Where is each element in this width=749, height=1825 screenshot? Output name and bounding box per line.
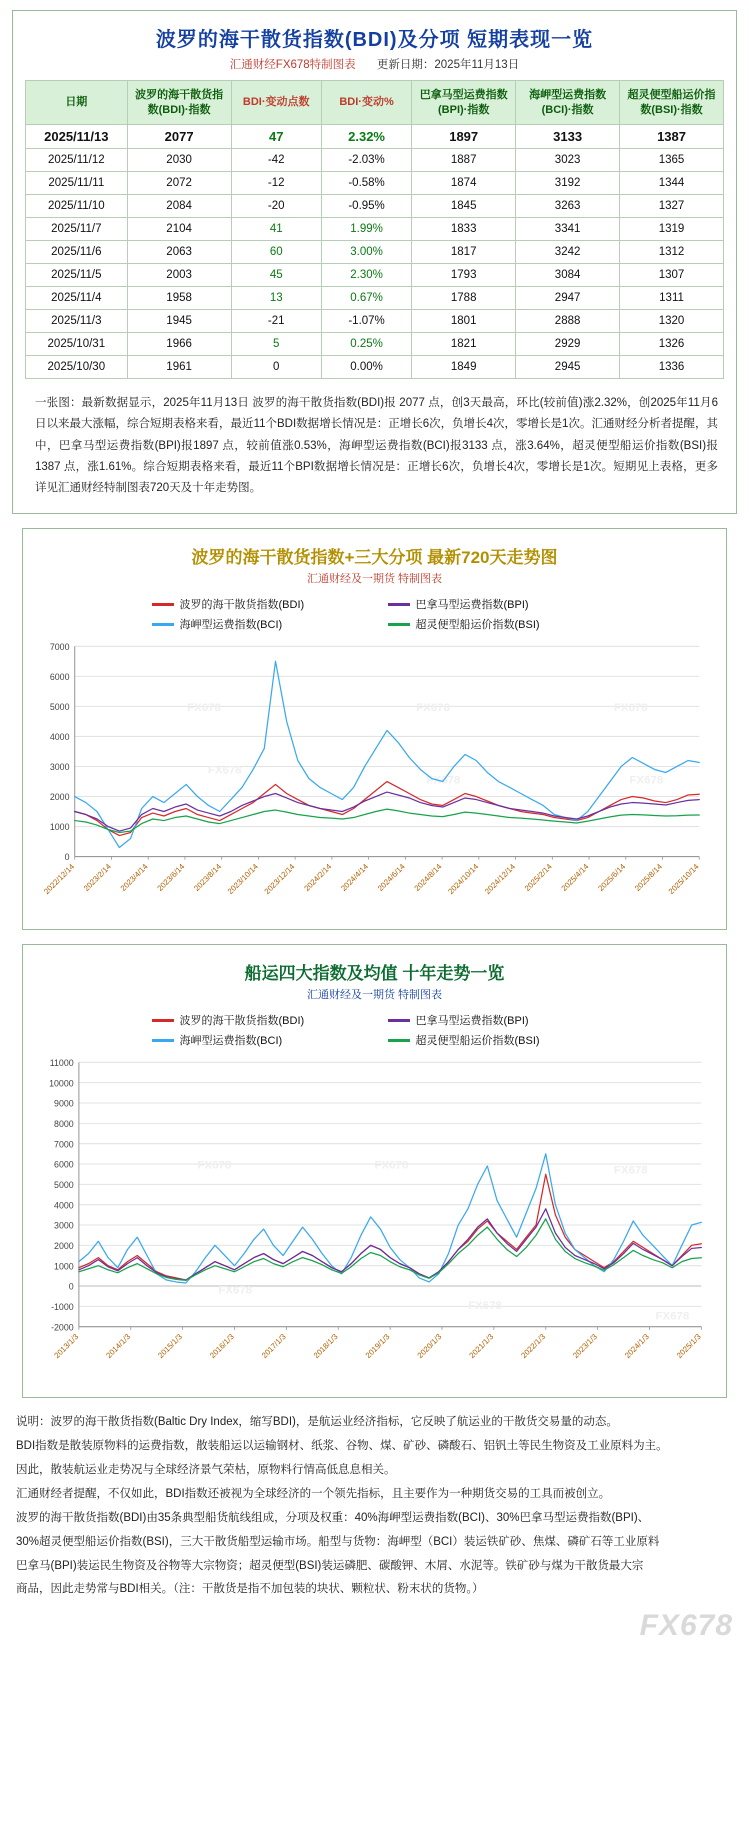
cell-bdi: 2003 bbox=[127, 264, 231, 287]
svg-text:2000: 2000 bbox=[49, 792, 70, 803]
cell-pct: -1.07% bbox=[321, 310, 411, 333]
legend-swatch-bci-2 bbox=[152, 1039, 174, 1042]
cell-change: 60 bbox=[231, 241, 321, 264]
svg-text:2024/1/3: 2024/1/3 bbox=[623, 1332, 651, 1361]
cell-bdi: 2030 bbox=[127, 149, 231, 172]
legend-swatch-bpi bbox=[388, 603, 410, 606]
col-bdi: 波罗的海干散货指数(BDI)·指数 bbox=[127, 81, 231, 125]
svg-text:2024/8/14: 2024/8/14 bbox=[412, 862, 444, 894]
svg-text:2014/1/3: 2014/1/3 bbox=[104, 1332, 133, 1361]
chart-10y-panel bbox=[22, 944, 727, 1398]
svg-text:2015/1/3: 2015/1/3 bbox=[156, 1332, 185, 1361]
svg-text:FX678: FX678 bbox=[416, 702, 450, 715]
cell-bdi: 2077 bbox=[127, 125, 231, 149]
svg-text:5000: 5000 bbox=[54, 1180, 74, 1191]
cell-pct: -0.58% bbox=[321, 172, 411, 195]
table-row bbox=[26, 149, 724, 172]
table-header-row bbox=[26, 81, 724, 125]
svg-text:FX678: FX678 bbox=[629, 775, 664, 788]
svg-text:2023/2/14: 2023/2/14 bbox=[81, 862, 113, 894]
legend-swatch-bdi bbox=[152, 603, 174, 606]
cell-pct: 0.67% bbox=[321, 287, 411, 310]
svg-text:2023/6/14: 2023/6/14 bbox=[155, 862, 187, 894]
chart-10y-svg bbox=[31, 1054, 718, 1387]
footer-line: 波罗的海干散货指数(BDI)由35条典型船货航线组成，分项及权重：40%海岬型运费指数(BCI)、30%巴拿马型运费指数(BPI)、 bbox=[16, 1511, 650, 1524]
chart-10y-legend bbox=[23, 1008, 726, 1050]
chart-720d-subtitle: 汇通财经及一期货 特制图表 bbox=[306, 573, 443, 586]
chart-10y-title: 船运四大指数及均值 十年走势一览 bbox=[244, 964, 505, 984]
svg-text:2023/4/14: 2023/4/14 bbox=[118, 862, 150, 894]
cell-date: 2025/10/31 bbox=[26, 333, 128, 356]
svg-text:3000: 3000 bbox=[49, 762, 70, 773]
svg-text:2025/8/14: 2025/8/14 bbox=[633, 862, 664, 894]
cell-bci: 3242 bbox=[516, 241, 620, 264]
svg-text:6000: 6000 bbox=[54, 1160, 74, 1171]
table-row bbox=[26, 356, 724, 379]
svg-text:2018/1/3: 2018/1/3 bbox=[311, 1332, 340, 1361]
svg-text:FX678: FX678 bbox=[207, 764, 242, 777]
summary-note: 一张图：最新数据显示，2025年11月13日 波罗的海干散货指数(BDI)报 2077 点，创3天最高，环比(较前值)涨2.32%，创2025年11月6日以来最大涨幅，综合短期表格来看，最近11个BDI数据增长情况是：正增长6次，负增长4次，零增长是1次。汇通财经分析者提醒，其中，巴拿马型运费指数(BPI)报1897 点，较前值涨0.53%，海岬型运费指数(BCI)报3133 点，涨3.64%，超灵便型船运价指数(BSI)报1387 点，涨1.61%。综合短期表格来看，最近11个BPI数据增长情况是：正增长6次，负增长4次，零增长是1次。短期见上表格，更多详见汇通财经特制图表720天及十年走势图。 bbox=[35, 397, 718, 495]
cell-bdi: 1945 bbox=[127, 310, 231, 333]
cell-bpi: 1788 bbox=[412, 287, 516, 310]
source-label: 汇通财经FX678特制图表 bbox=[229, 59, 356, 71]
svg-text:0: 0 bbox=[68, 1282, 74, 1293]
legend-label-bpi: 巴拿马型运费指数(BPI) bbox=[415, 599, 529, 612]
svg-text:-2000: -2000 bbox=[51, 1322, 74, 1333]
svg-text:FX678: FX678 bbox=[374, 1159, 409, 1172]
chart-720d-svg bbox=[31, 638, 718, 919]
cell-change: -20 bbox=[231, 195, 321, 218]
cell-date: 2025/10/30 bbox=[26, 356, 128, 379]
cell-bsi: 1365 bbox=[620, 149, 724, 172]
cell-bdi: 1961 bbox=[127, 356, 231, 379]
svg-text:2016/1/3: 2016/1/3 bbox=[208, 1332, 236, 1361]
cell-bsi: 1387 bbox=[620, 125, 724, 149]
cell-date: 2025/11/5 bbox=[26, 264, 128, 287]
cell-bpi: 1833 bbox=[412, 218, 516, 241]
svg-text:FX678: FX678 bbox=[468, 1300, 502, 1313]
cell-date: 2025/11/3 bbox=[26, 310, 128, 333]
svg-text:2025/4/14: 2025/4/14 bbox=[559, 862, 591, 894]
table-row bbox=[26, 264, 724, 287]
footer-line: 商品，因此走势常与BDI相关。（注：干散货是指不加包装的块状、颗粒状、粉末状的货物。） bbox=[16, 1583, 484, 1596]
table-row bbox=[26, 287, 724, 310]
legend-label-bdi-2: 波罗的海干散货指数(BDI) bbox=[179, 1015, 305, 1028]
chart-10y-subtitle: 汇通财经及一期货 特制图表 bbox=[306, 989, 443, 1002]
legend-item-bsi-2 bbox=[388, 1032, 598, 1048]
cell-change: 47 bbox=[231, 125, 321, 149]
svg-text:0: 0 bbox=[64, 852, 70, 863]
cell-bci: 3341 bbox=[516, 218, 620, 241]
svg-text:1000: 1000 bbox=[54, 1261, 74, 1272]
cell-pct: 0.25% bbox=[321, 333, 411, 356]
cell-bsi: 1307 bbox=[620, 264, 724, 287]
cell-bdi: 2072 bbox=[127, 172, 231, 195]
svg-text:2022/12/14: 2022/12/14 bbox=[42, 862, 77, 897]
cell-bci: 2945 bbox=[516, 356, 620, 379]
col-bsi: 超灵便型船运价指数(BSI)·指数 bbox=[620, 81, 724, 125]
cell-bsi: 1327 bbox=[620, 195, 724, 218]
legend-swatch-bci bbox=[152, 623, 174, 626]
cell-date: 2025/11/12 bbox=[26, 149, 128, 172]
cell-date: 2025/11/10 bbox=[26, 195, 128, 218]
table-body bbox=[26, 125, 724, 379]
cell-bsi: 1336 bbox=[620, 356, 724, 379]
cell-bpi: 1897 bbox=[412, 125, 516, 149]
table-row bbox=[26, 241, 724, 264]
svg-text:FX678: FX678 bbox=[187, 702, 221, 715]
svg-text:2021/1/3: 2021/1/3 bbox=[467, 1332, 496, 1361]
cell-change: -42 bbox=[231, 149, 321, 172]
cell-bpi: 1793 bbox=[412, 264, 516, 287]
cell-bdi: 2063 bbox=[127, 241, 231, 264]
cell-pct: 0.00% bbox=[321, 356, 411, 379]
svg-text:2023/1/3: 2023/1/3 bbox=[571, 1332, 600, 1361]
svg-text:2013/1/3: 2013/1/3 bbox=[52, 1332, 81, 1361]
footer-line: 因此，散装航运业走势况与全球经济景气荣枯，原物料行情高低息息相关。 bbox=[16, 1464, 396, 1477]
cell-change: -21 bbox=[231, 310, 321, 333]
svg-text:4000: 4000 bbox=[49, 732, 70, 743]
table-row bbox=[26, 125, 724, 149]
cell-bpi: 1887 bbox=[412, 149, 516, 172]
svg-text:2023/8/14: 2023/8/14 bbox=[192, 862, 224, 894]
footer-line: 巴拿马(BPI)装运民生物资及谷物等大宗物资；超灵便型(BSI)装运磷肥、碳酸钾、木屑、水泥等。铁矿砂与煤为干散货最大宗 bbox=[16, 1559, 644, 1572]
svg-text:2025/6/14: 2025/6/14 bbox=[596, 862, 628, 894]
svg-text:2023/12/14: 2023/12/14 bbox=[262, 862, 297, 897]
legend-item-bdi bbox=[152, 596, 362, 612]
updated-label: 更新日期：2025年11月13日 bbox=[376, 59, 520, 71]
svg-text:2024/10/14: 2024/10/14 bbox=[446, 862, 481, 897]
col-date: 日期 bbox=[26, 81, 128, 125]
svg-text:FX678: FX678 bbox=[218, 1284, 253, 1297]
footer-line: 说明：波罗的海干散货指数(Baltic Dry Index，缩写BDI)，是航运业经济指标，它反映了航运业的干散货交易量的动态。 bbox=[16, 1416, 618, 1429]
svg-text:FX678: FX678 bbox=[197, 1159, 232, 1172]
cell-change: -12 bbox=[231, 172, 321, 195]
cell-pct: -0.95% bbox=[321, 195, 411, 218]
cell-change: 0 bbox=[231, 356, 321, 379]
svg-text:2022/1/3: 2022/1/3 bbox=[519, 1332, 548, 1361]
svg-text:9000: 9000 bbox=[54, 1099, 74, 1110]
svg-text:2024/6/14: 2024/6/14 bbox=[375, 862, 407, 894]
svg-text:2023/10/14: 2023/10/14 bbox=[225, 862, 260, 897]
cell-bdi: 1966 bbox=[127, 333, 231, 356]
col-bdi-change: BDI·变动点数 bbox=[231, 81, 321, 125]
chart-720d-title: 波罗的海干散货指数+三大分项 最新720天走势图 bbox=[191, 548, 558, 568]
table-row bbox=[26, 333, 724, 356]
table-row bbox=[26, 172, 724, 195]
legend-swatch-bpi-2 bbox=[388, 1019, 410, 1022]
svg-text:8000: 8000 bbox=[54, 1119, 74, 1130]
col-bci: 海岬型运费指数(BCI)·指数 bbox=[516, 81, 620, 125]
cell-bsi: 1312 bbox=[620, 241, 724, 264]
legend-swatch-bsi-2 bbox=[388, 1039, 410, 1042]
bdi-table-panel bbox=[12, 10, 737, 514]
cell-bpi: 1874 bbox=[412, 172, 516, 195]
svg-text:2025/1/3: 2025/1/3 bbox=[674, 1332, 703, 1361]
chart-720d-panel bbox=[22, 528, 727, 930]
svg-text:2024/2/14: 2024/2/14 bbox=[302, 862, 334, 894]
svg-text:6000: 6000 bbox=[49, 672, 70, 683]
chart-10y-plot-wrap bbox=[23, 1050, 726, 1387]
page-title: 波罗的海干散货指数(BDI)及分项 短期表现一览 bbox=[155, 29, 594, 51]
svg-text:2024/12/14: 2024/12/14 bbox=[483, 862, 517, 897]
legend-item-bci-2 bbox=[152, 1032, 362, 1048]
cell-bci: 2929 bbox=[516, 333, 620, 356]
cell-bsi: 1326 bbox=[620, 333, 724, 356]
legend-label-bsi: 超灵便型船运价指数(BSI) bbox=[415, 619, 540, 632]
cell-date: 2025/11/6 bbox=[26, 241, 128, 264]
page-root bbox=[0, 10, 749, 1657]
legend-item-bsi bbox=[388, 616, 598, 632]
cell-pct: 2.30% bbox=[321, 264, 411, 287]
cell-bpi: 1849 bbox=[412, 356, 516, 379]
cell-bpi: 1845 bbox=[412, 195, 516, 218]
legend-label-bdi: 波罗的海干散货指数(BDI) bbox=[179, 599, 305, 612]
footer-watermark: FX678 bbox=[639, 1609, 733, 1643]
table-row bbox=[26, 218, 724, 241]
panel-subtitle bbox=[13, 56, 736, 80]
cell-bsi: 1311 bbox=[620, 287, 724, 310]
cell-date: 2025/11/13 bbox=[26, 125, 128, 149]
bdi-table bbox=[25, 80, 724, 379]
svg-text:FX678: FX678 bbox=[655, 1310, 690, 1323]
svg-text:2017/1/3: 2017/1/3 bbox=[259, 1332, 288, 1361]
footer-line: 汇通财经者提醒，不仅如此，BDI指数还被视为全球经济的一个领先指标，且主要作为一种期货交易的工具而被创立。 bbox=[16, 1487, 611, 1500]
chart-720d-plot-wrap bbox=[23, 634, 726, 919]
footer-line: 30%超灵便型船运价指数(BSI)，三大干散货船型运输市场。船型与货物：海岬型（BCI）装运铁矿砂、焦煤、磷矿石等工业原料 bbox=[16, 1535, 660, 1548]
cell-pct: 2.32% bbox=[321, 125, 411, 149]
cell-bci: 3263 bbox=[516, 195, 620, 218]
svg-text:5000: 5000 bbox=[49, 702, 70, 713]
footer-description bbox=[0, 1398, 749, 1607]
svg-text:FX678: FX678 bbox=[426, 775, 461, 788]
cell-change: 13 bbox=[231, 287, 321, 310]
cell-bci: 3133 bbox=[516, 125, 620, 149]
cell-pct: -2.03% bbox=[321, 149, 411, 172]
cell-bdi: 2084 bbox=[127, 195, 231, 218]
cell-date: 2025/11/11 bbox=[26, 172, 128, 195]
cell-bci: 3084 bbox=[516, 264, 620, 287]
svg-text:7000: 7000 bbox=[54, 1139, 74, 1150]
legend-label-bci-2: 海岬型运费指数(BCI) bbox=[179, 1035, 283, 1048]
legend-item-bpi-2 bbox=[388, 1012, 598, 1028]
svg-text:2000: 2000 bbox=[54, 1241, 74, 1252]
svg-text:1000: 1000 bbox=[49, 822, 70, 833]
svg-text:FX678: FX678 bbox=[613, 1165, 648, 1178]
legend-label-bci: 海岬型运费指数(BCI) bbox=[179, 619, 283, 632]
svg-text:7000: 7000 bbox=[49, 642, 70, 653]
svg-text:10000: 10000 bbox=[49, 1078, 74, 1089]
legend-label-bsi-2: 超灵便型船运价指数(BSI) bbox=[415, 1035, 540, 1048]
legend-item-bci bbox=[152, 616, 362, 632]
cell-bpi: 1817 bbox=[412, 241, 516, 264]
cell-bpi: 1801 bbox=[412, 310, 516, 333]
legend-item-bpi bbox=[388, 596, 598, 612]
cell-bdi: 1958 bbox=[127, 287, 231, 310]
col-bdi-pct: BDI·变动% bbox=[321, 81, 411, 125]
cell-change: 5 bbox=[231, 333, 321, 356]
cell-pct: 3.00% bbox=[321, 241, 411, 264]
svg-text:3000: 3000 bbox=[54, 1221, 74, 1232]
svg-text:2025/10/14: 2025/10/14 bbox=[666, 862, 701, 897]
cell-bci: 2888 bbox=[516, 310, 620, 333]
svg-text:2025/2/14: 2025/2/14 bbox=[522, 862, 554, 894]
cell-change: 45 bbox=[231, 264, 321, 287]
cell-date: 2025/11/7 bbox=[26, 218, 128, 241]
cell-bsi: 1319 bbox=[620, 218, 724, 241]
svg-text:-1000: -1000 bbox=[51, 1302, 74, 1313]
table-row bbox=[26, 195, 724, 218]
svg-text:2019/1/3: 2019/1/3 bbox=[363, 1332, 392, 1361]
cell-bsi: 1344 bbox=[620, 172, 724, 195]
cell-bsi: 1320 bbox=[620, 310, 724, 333]
cell-date: 2025/11/4 bbox=[26, 287, 128, 310]
cell-bpi: 1821 bbox=[412, 333, 516, 356]
cell-bci: 2947 bbox=[516, 287, 620, 310]
footer-line: BDI指数是散装原物料的运费指数，散装船运以运输钢材、纸浆、谷物、煤、矿砂、磷酸石、铝钒土等民生物资及工业原料为主。 bbox=[16, 1440, 668, 1453]
legend-label-bpi-2: 巴拿马型运费指数(BPI) bbox=[415, 1015, 529, 1028]
svg-text:2020/1/3: 2020/1/3 bbox=[415, 1332, 444, 1361]
cell-bci: 3023 bbox=[516, 149, 620, 172]
table-row bbox=[26, 310, 724, 333]
cell-change: 41 bbox=[231, 218, 321, 241]
table-head bbox=[26, 81, 724, 125]
col-bpi: 巴拿马型运费指数(BPI)·指数 bbox=[412, 81, 516, 125]
svg-text:11000: 11000 bbox=[49, 1058, 74, 1069]
svg-text:2024/4/14: 2024/4/14 bbox=[339, 862, 371, 894]
legend-swatch-bdi-2 bbox=[152, 1019, 174, 1022]
legend-item-bdi-2 bbox=[152, 1012, 362, 1028]
cell-bci: 3192 bbox=[516, 172, 620, 195]
svg-text:FX678: FX678 bbox=[613, 702, 648, 715]
cell-pct: 1.99% bbox=[321, 218, 411, 241]
legend-swatch-bsi bbox=[388, 623, 410, 626]
svg-text:4000: 4000 bbox=[54, 1200, 74, 1211]
chart-720d-legend bbox=[23, 592, 726, 634]
cell-bdi: 2104 bbox=[127, 218, 231, 241]
